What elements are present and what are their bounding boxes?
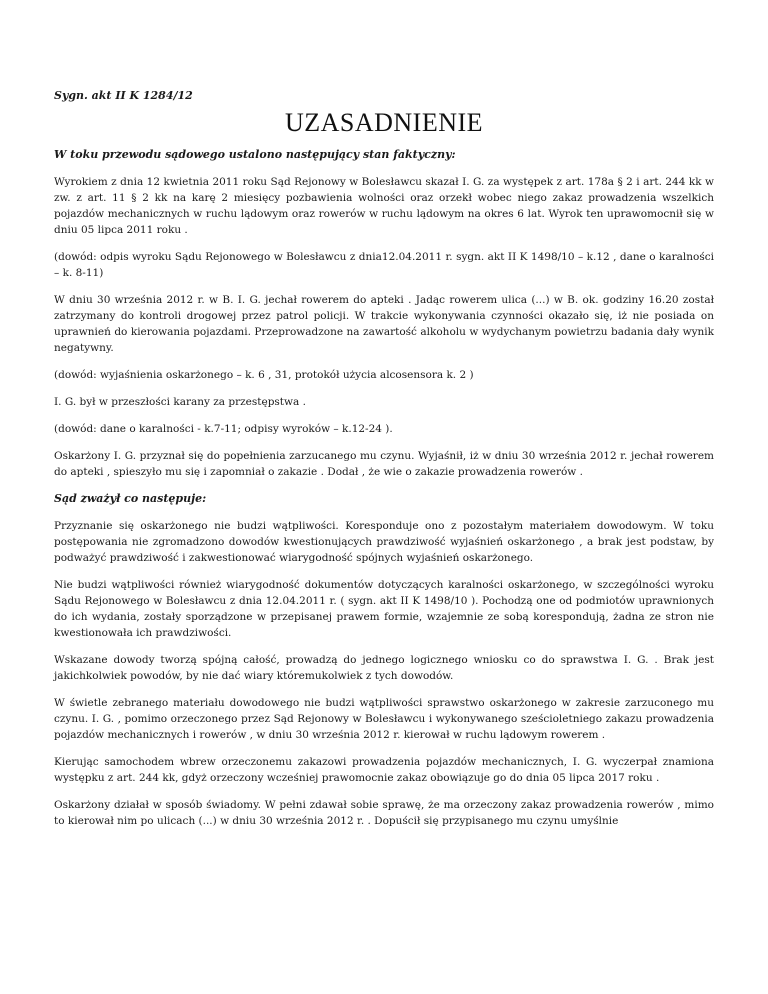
- paragraph-court-2: Nie budzi wątpliwości również wiarygodność dokumentów dotyczących karalności oskarżonego, w szczególności wyroku Sądu Rejonowego w Bolesławcu z dnia 12.04.2011 r. ( sygn. akt II K 1498/10 ). Pochodzą one od podmiotów uprawnionych do ich wydania, zostały sporządzone w przepisanej prawem formie, wzajemnie ze sobą korespondują, żadna ze stron nie kwestionowała ich prawdziwości.: [54, 579, 714, 639]
- document-body: [54, 147, 714, 840]
- section-heading-court: Sąd zważył co następuje:: [54, 492, 207, 505]
- paragraph-facts-6: (dowód: dane o karalności - k.7-11; odpisy wyroków – k.12-24 ).: [54, 423, 393, 435]
- section-heading-facts: W toku przewodu sądowego ustalono następujący stan faktyczny:: [54, 148, 456, 161]
- paragraph-facts-3: W dniu 30 września 2012 r. w B. I. G. jechał rowerem do apteki . Jadąc rowerem ulica (...) w B. ok. godziny 16.20 został zatrzymany do kontroli drogowej przez patrol policji. W trakcie wykonywania czynności okazało się, iż nie posiada on uprawnień do kierowania pojazdami. Przeprowadzone na zawartość alkoholu w wydychanym powietrzu badania dały wynik negatywny.: [54, 294, 714, 354]
- case-signature: Sygn. akt II K 1284/12: [54, 89, 193, 102]
- paragraph-facts-4: (dowód: wyjaśnienia oskarżonego – k. 6 , 31, protokół użycia alcosensora k. 2 ): [54, 369, 474, 381]
- paragraph-court-1: Przyznanie się oskarżonego nie budzi wątpliwości. Koresponduje ono z pozostałym materiałem dowodowym. W toku postępowania nie zgromadzono dowodów kwestionujących prawdziwość wyjaśnień oskarżonego , a brak jest podstaw, by podważyć prawdziwość i zakwestionować wiarygodność spójnych wyjaśnień oskarżonego.: [54, 520, 714, 564]
- page-title: UZASADNIENIE: [284, 108, 484, 137]
- paragraph-court-5: Kierując samochodem wbrew orzeczonemu zakazowi prowadzenia pojazdów mechanicznych, I. G. wyczerpał znamiona występku z art. 244 kk, gdyż orzeczony wcześniej prawomocnie zakaz obowiązuje go do dnia 05 lipca 2017 roku .: [54, 756, 714, 784]
- paragraph-court-4: W świetle zebranego materiału dowodowego nie budzi wątpliwości sprawstwo oskarżonego w zakresie zarzuconego mu czynu. I. G. , pomimo orzeczonego przez Sąd Rejonowy w Bolesławcu i wykonywanego sześcioletniego zakazu prowadzenia pojazdów mechanicznych i rowerów , w dniu 30 września 2012 r. kierował w ruchu lądowym rowerem .: [54, 697, 714, 741]
- paragraph-court-6: Oskarżony działał w sposób świadomy. W pełni zdawał sobie sprawę, że ma orzeczony zakaz prowadzenia rowerów , mimo to kierował nim po ulicach (...) w dniu 30 września 2012 r. . Dopuścił się przypisanego mu czynu umyślnie: [54, 799, 714, 827]
- paragraph-facts-2: (dowód: odpis wyroku Sądu Rejonowego w Bolesławcu z dnia12.04.2011 r. sygn. akt II K 1498/10 – k.12 , dane o karalności – k. 8-11): [54, 251, 714, 279]
- paragraph-facts-7: Oskarżony I. G. przyznał się do popełnienia zarzucanego mu czynu. Wyjaśnił, iż w dniu 30 września 2012 r. jechał rowerem do apteki , spieszyło mu się i zapomniał o zakazie . Dodał , że wie o zakazie prowadzenia rowerów .: [54, 450, 714, 478]
- paragraph-facts-5: I. G. był w przeszłości karany za przestępstwa .: [54, 396, 306, 408]
- paragraph-facts-1: Wyrokiem z dnia 12 kwietnia 2011 roku Sąd Rejonowy w Bolesławcu skazał I. G. za występek z art. 178a § 2 i art. 244 kk w zw. z art. 11 § 2 kk na karę 2 miesięcy pozbawienia wolności oraz orzekł wobec niego zakaz prowadzenia wszelkich pojazdów mechanicznych w ruchu lądowym oraz rowerów w ruchu lądowym na okres 6 lat. Wyrok ten uprawomocnił się w dniu 05 lipca 2011 roku .: [54, 176, 714, 236]
- paragraph-court-3: Wskazane dowody tworzą spójną całość, prowadzą do jednego logicznego wniosku co do sprawstwa I. G. . Brak jest jakichkolwiek powodów, by nie dać wiary któremukolwiek z tych dowodów.: [54, 654, 714, 682]
